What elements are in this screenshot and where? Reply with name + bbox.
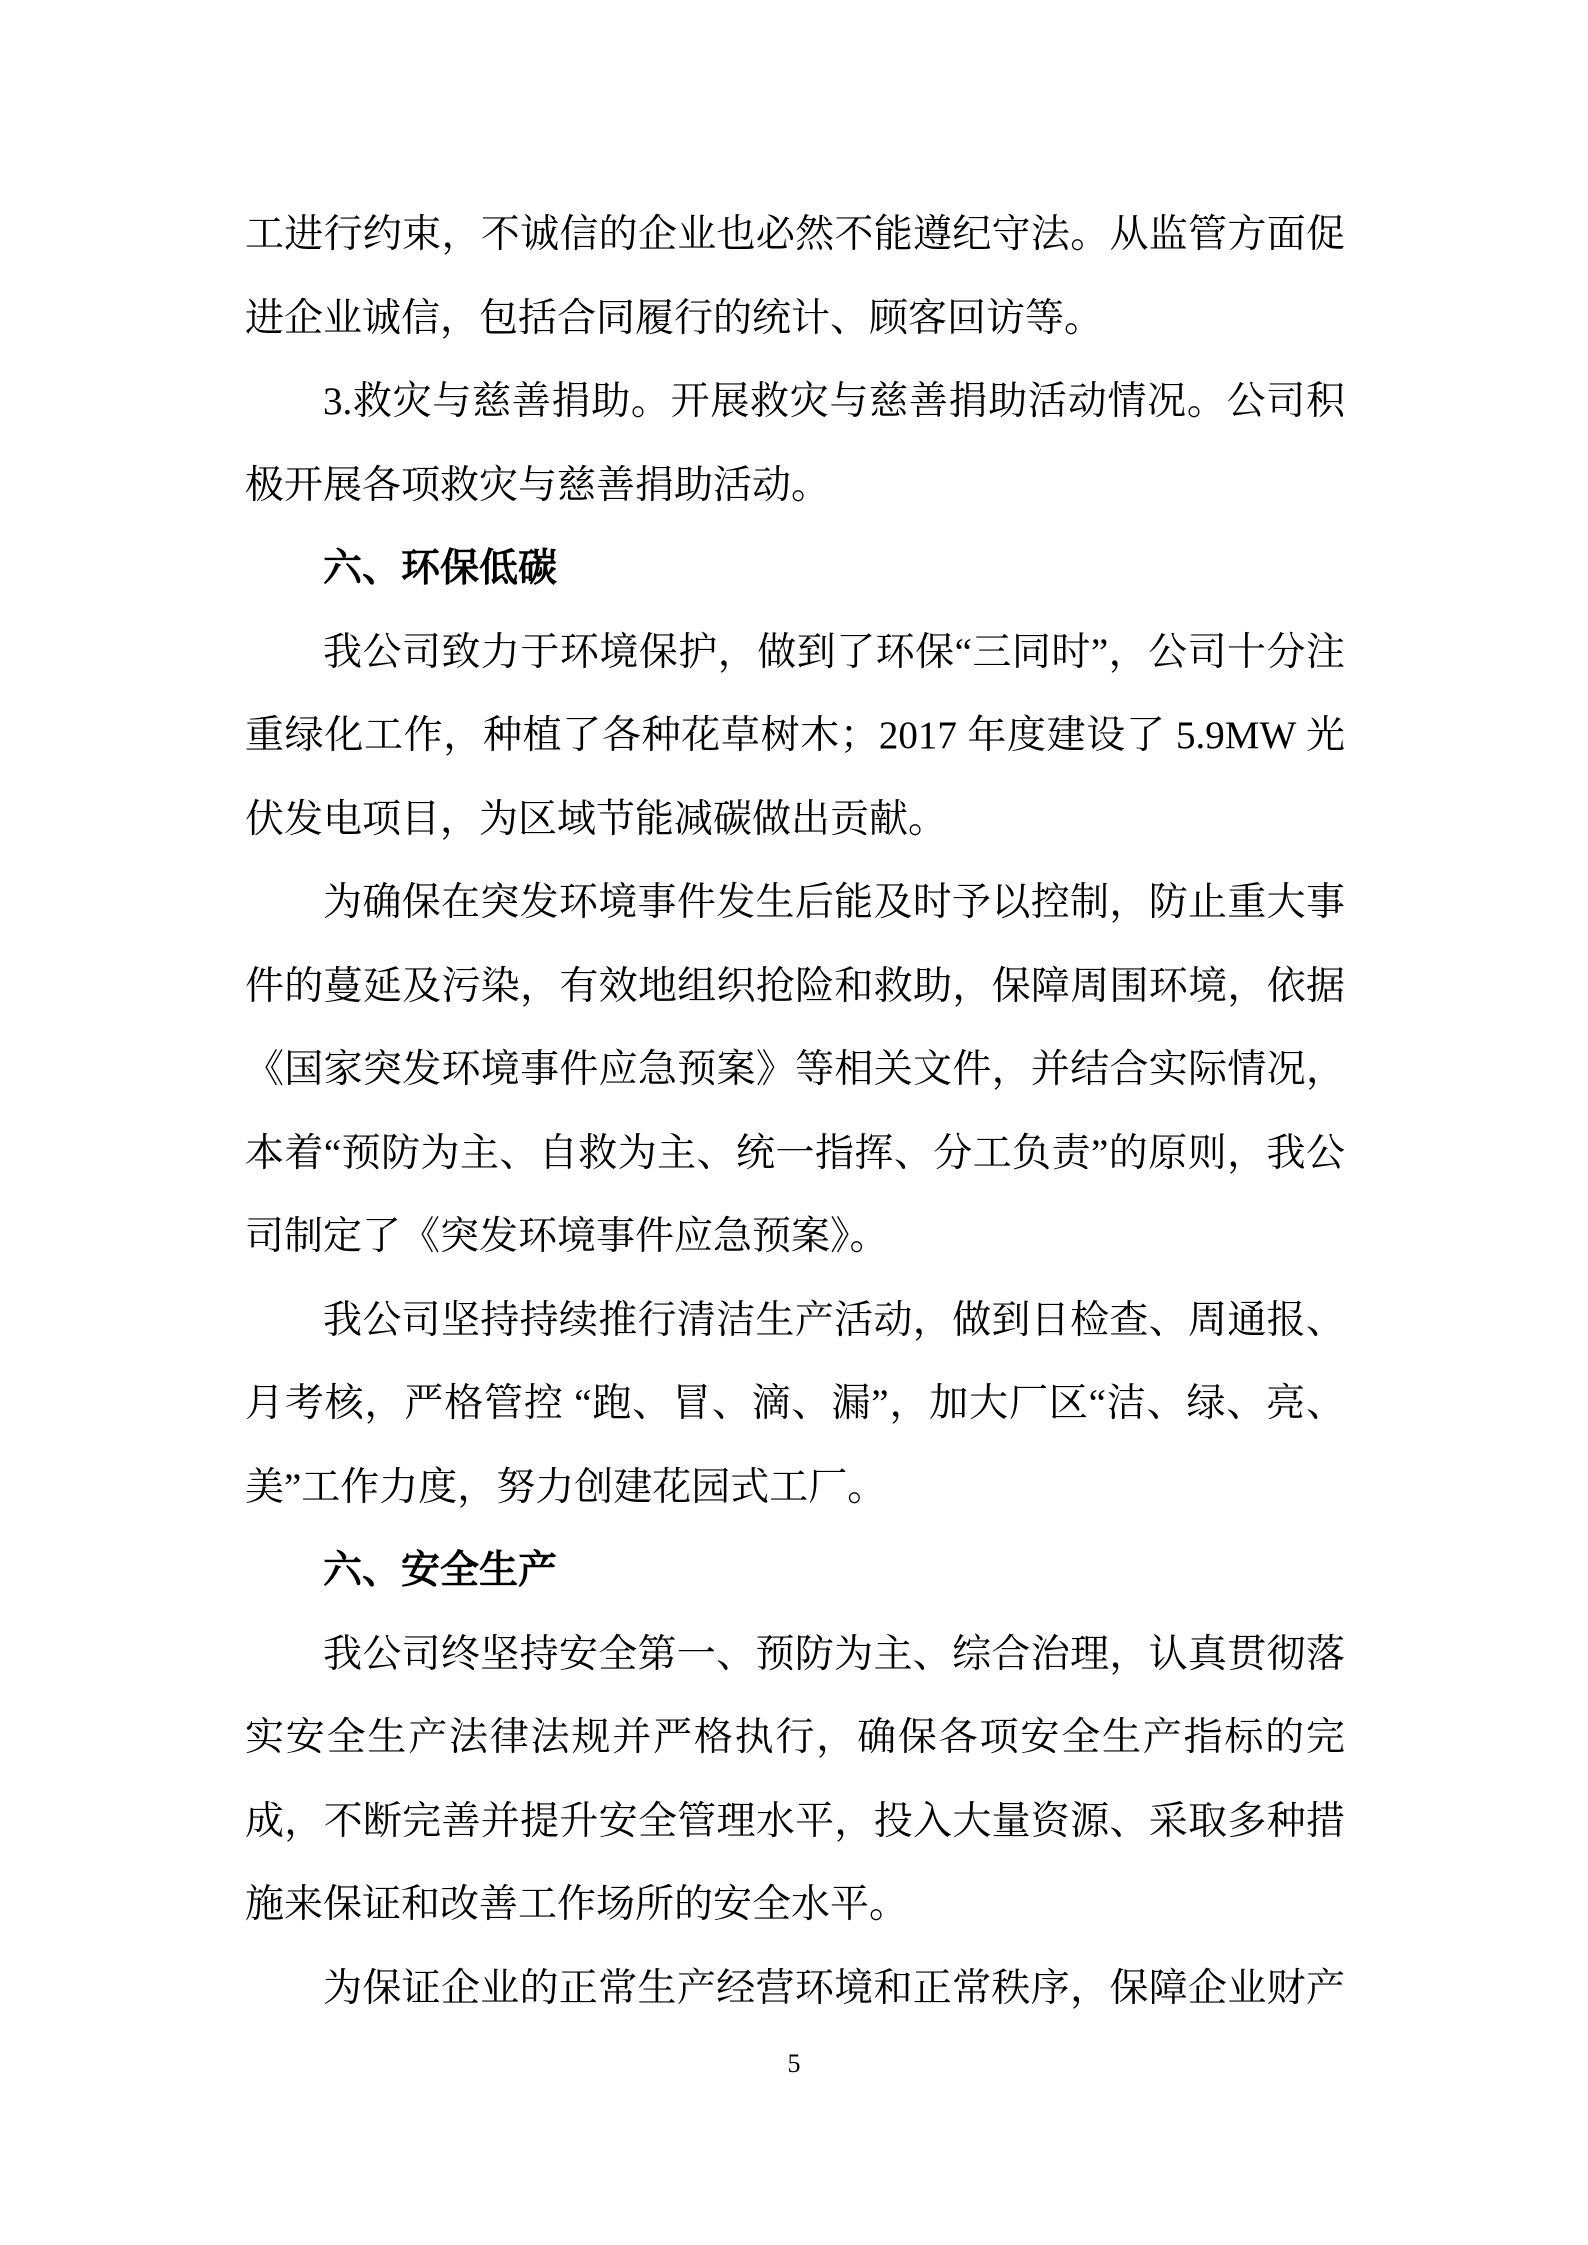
text-line: 我公司致力于环境保护，做到了环保“三同时”，公司十分注	[323, 630, 1345, 674]
paragraph-continuation	[245, 193, 1345, 360]
text-line: 美”工作力度，努力创建花园式工厂。	[245, 1465, 887, 1509]
paragraph-charity	[245, 360, 1345, 527]
text-line: 3.救灾与慈善捐助。开展救灾与慈善捐助活动情况。公司积	[323, 380, 1345, 423]
text-line: 施来保证和改善工作场所的安全水平。	[245, 1883, 909, 1926]
text-line: 进企业诚信，包括合同履行的统计、顾客回访等。	[245, 296, 1104, 340]
text-line: 为确保在突发环境事件发生后能及时予以控制，防止重大事	[323, 881, 1345, 924]
text-line: 工进行约束，不诚信的企业也必然不能遵纪守法。从监管方面促	[245, 213, 1345, 256]
paragraph-environment-protection	[245, 611, 1345, 862]
text-line: 本着“预防为主、自救为主、统一指挥、分工负责”的原则，我公	[245, 1131, 1345, 1175]
text-line: 我公司坚持持续推行清洁生产活动，做到日检查、周通报、	[323, 1298, 1345, 1342]
text-line: 件的蔓延及污染，有效地组织抢险和救助，保障周围环境，依据	[245, 964, 1345, 1008]
text-line: 月考核，严格管控 “跑、冒、滴、漏”，加大厂区“洁、绿、亮、	[245, 1382, 1345, 1425]
document-body	[245, 193, 1345, 2030]
text-line: 司制定了《突发环境事件应急预案》。	[245, 1215, 889, 1258]
text-line: 《国家突发环境事件应急预案》等相关文件，并结合实际情况，	[245, 1048, 1345, 1091]
text-line: 重绿化工作，种植了各种花草树木；2017 年度建设了 5.9MW 光	[245, 714, 1345, 757]
heading-line: 六、安全生产	[323, 1549, 558, 1592]
page-number: 5	[787, 2049, 801, 2078]
text-line: 极开展各项救灾与慈善捐助活动。	[245, 463, 831, 507]
paragraph-order-guarantee	[245, 1947, 1345, 2031]
section-heading-safety	[245, 1529, 1345, 1613]
heading-line: 六、环保低碳	[323, 547, 558, 590]
paragraph-clean-production	[245, 1279, 1345, 1530]
paragraph-emergency-plan	[245, 861, 1345, 1279]
text-line: 我公司终坚持安全第一、预防为主、综合治理，认真贯彻落	[323, 1632, 1345, 1676]
text-line: 伏发电项目，为区域节能减碳做出贡献。	[245, 797, 948, 841]
paragraph-safety-production	[245, 1613, 1345, 1947]
text-line: 为保证企业的正常生产经营环境和正常秩序，保障企业财产	[323, 1966, 1345, 2010]
text-line: 成，不断完善并提升安全管理水平，投入大量资源、采取多种措	[245, 1799, 1345, 1843]
section-heading-environment	[245, 527, 1345, 611]
text-line: 实安全生产法律法规并严格执行，确保各项安全生产指标的完	[245, 1716, 1345, 1759]
